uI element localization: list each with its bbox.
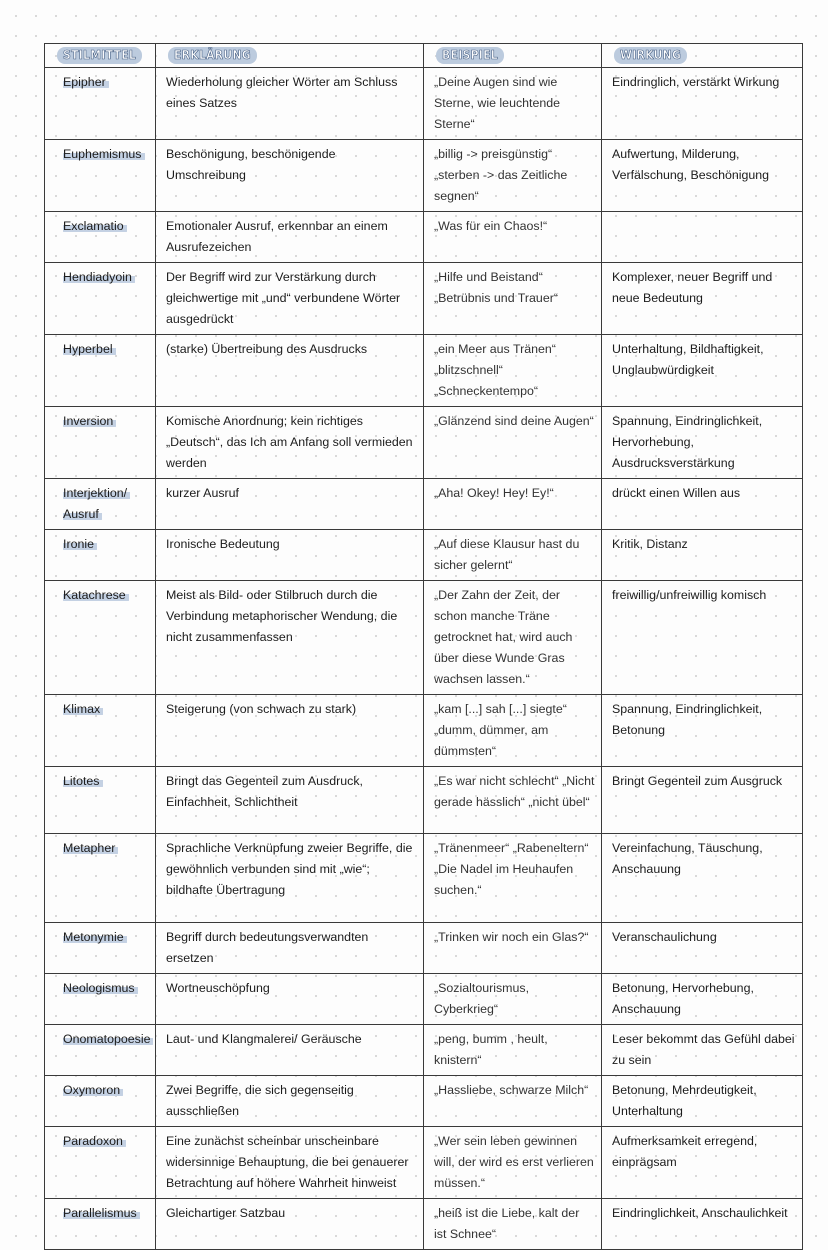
explanation-cell: Laut- und Klangmalerei/ Geräusche bbox=[156, 1025, 424, 1076]
term-cell bbox=[45, 923, 156, 974]
effect-cell: Kritik, Distanz bbox=[602, 530, 803, 581]
effect-cell: Veranschaulichung bbox=[602, 923, 803, 974]
table-row bbox=[45, 974, 803, 1025]
term-cell bbox=[45, 695, 156, 767]
term-label: Metapher bbox=[63, 841, 118, 855]
term-label: Ironie bbox=[63, 537, 97, 551]
effect-cell: Komplexer, neuer Begriff und neue Bedeutung bbox=[602, 263, 803, 335]
term-cell bbox=[45, 407, 156, 479]
term-label: Hendiadyoin bbox=[63, 270, 135, 284]
stilmittel-table bbox=[44, 43, 803, 1250]
effect-cell: Aufwertung, Milderung, Verfälschung, Beschönigung bbox=[602, 140, 803, 212]
term-cell bbox=[45, 263, 156, 335]
table-row bbox=[45, 479, 803, 530]
header-label-erklaerung: ERKLÄRUNG bbox=[168, 47, 257, 64]
effect-cell bbox=[602, 212, 803, 263]
term-cell bbox=[45, 335, 156, 407]
explanation-cell: Gleichartiger Satzbau bbox=[156, 1199, 424, 1250]
explanation-cell: Der Begriff wird zur Verstärkung durch gleichwertige mit „und“ verbundene Wörter ausgedrückt bbox=[156, 263, 424, 335]
term-cell bbox=[45, 1127, 156, 1199]
explanation-cell: Komische Anordnung; kein richtiges „Deutsch“, das Ich am Anfang soll vermieden werden bbox=[156, 407, 424, 479]
effect-cell: Aufmerksamkeit erregend, einprägsam bbox=[602, 1127, 803, 1199]
effect-cell: freiwillig/unfreiwillig komisch bbox=[602, 581, 803, 695]
table-row bbox=[45, 140, 803, 212]
effect-cell: Betonung, Hervorhebung, Anschauung bbox=[602, 974, 803, 1025]
table-row bbox=[45, 212, 803, 263]
effect-cell: Unterhaltung, Bildhaftigkeit, Unglaubwürdigkeit bbox=[602, 335, 803, 407]
term-cell bbox=[45, 479, 156, 530]
table-row bbox=[45, 335, 803, 407]
example-cell: „Trinken wir noch ein Glas?“ bbox=[424, 923, 602, 974]
effect-cell: Bringt Gegenteil zum Ausgruck bbox=[602, 767, 803, 834]
header-cell-erklaerung bbox=[156, 44, 424, 68]
example-cell: „Wer sein leben gewinnen will, der wird es erst verlieren müssen.“ bbox=[424, 1127, 602, 1199]
effect-cell: Eindringlich, verstärkt Wirkung bbox=[602, 68, 803, 140]
table-row bbox=[45, 263, 803, 335]
example-cell: „Auf diese Klausur hast du sicher gelernt“ bbox=[424, 530, 602, 581]
header-row bbox=[45, 44, 803, 68]
effect-cell: Spannung, Eindringlichkeit, Hervorhebung, Ausdrucksverstärkung bbox=[602, 407, 803, 479]
example-cell: „Was für ein Chaos!“ bbox=[424, 212, 602, 263]
header-cell-beispiel bbox=[424, 44, 602, 68]
explanation-cell: Steigerung (von schwach zu stark) bbox=[156, 695, 424, 767]
term-cell bbox=[45, 530, 156, 581]
effect-cell: Spannung, Eindringlichkeit, Betonung bbox=[602, 695, 803, 767]
table-row bbox=[45, 695, 803, 767]
example-cell: „Tränenmeer“ „Rabeneltern“ „Die Nadel im Heuhaufen suchen.“ bbox=[424, 834, 602, 923]
header-cell-wirkung bbox=[602, 44, 803, 68]
example-cell: „Deine Augen sind wie Sterne, wie leuchtende Sterne“ bbox=[424, 68, 602, 140]
term-label: Interjektion/ Ausruf bbox=[63, 486, 130, 521]
term-cell bbox=[45, 767, 156, 834]
table-row bbox=[45, 530, 803, 581]
term-label: Epipher bbox=[63, 75, 109, 89]
term-label: Euphemismus bbox=[63, 147, 145, 161]
table-row bbox=[45, 834, 803, 923]
term-cell bbox=[45, 68, 156, 140]
table-row bbox=[45, 1199, 803, 1250]
header-cell-stilmittel bbox=[45, 44, 156, 68]
explanation-cell: kurzer Ausruf bbox=[156, 479, 424, 530]
term-label: Neologismus bbox=[63, 981, 138, 995]
term-label: Metonymie bbox=[63, 930, 127, 944]
effect-cell: Betonung, Mehrdeutigkeit, Unterhaltung bbox=[602, 1076, 803, 1127]
table-body bbox=[45, 68, 803, 1250]
term-label: Onomatopoesie bbox=[63, 1032, 153, 1046]
term-label: Oxymoron bbox=[63, 1083, 123, 1097]
effect-cell: Vereinfachung, Täuschung, Anschauung bbox=[602, 834, 803, 923]
term-label: Parallelismus bbox=[63, 1206, 140, 1220]
table-row bbox=[45, 923, 803, 974]
term-cell bbox=[45, 834, 156, 923]
term-cell bbox=[45, 1076, 156, 1127]
explanation-cell: Beschönigung, beschönigende Umschreibung bbox=[156, 140, 424, 212]
explanation-cell: Wortneuschöpfung bbox=[156, 974, 424, 1025]
table-header bbox=[45, 44, 803, 68]
explanation-cell: Sprachliche Verknüpfung zweier Begriffe, die gewöhnlich verbunden sind mit „wie“; bildhafte Übertragung bbox=[156, 834, 424, 923]
term-label: Litotes bbox=[63, 774, 103, 788]
term-label: Katachrese bbox=[63, 588, 129, 602]
header-label-wirkung: WIRKUNG bbox=[614, 47, 687, 64]
term-cell bbox=[45, 974, 156, 1025]
explanation-cell: Begriff durch bedeutungsverwandten ersetzen bbox=[156, 923, 424, 974]
term-label: Paradoxon bbox=[63, 1134, 126, 1148]
term-label: Inversion bbox=[63, 414, 116, 428]
effect-cell: Leser bekommt das Gefühl dabei zu sein bbox=[602, 1025, 803, 1076]
explanation-cell: (starke) Übertreibung des Ausdrucks bbox=[156, 335, 424, 407]
header-label-stilmittel: STILMITTEL bbox=[57, 47, 142, 64]
example-cell: „Glänzend sind deine Augen“ bbox=[424, 407, 602, 479]
table-row bbox=[45, 1025, 803, 1076]
example-cell: „peng, bumm , heult, knistern“ bbox=[424, 1025, 602, 1076]
table-row bbox=[45, 767, 803, 834]
example-cell: „kam [...] sah [...] siegte“ „dumm, dümmer, am dümmsten“ bbox=[424, 695, 602, 767]
example-cell: „Hilfe und Beistand“ „Betrübnis und Trauer“ bbox=[424, 263, 602, 335]
term-label: Klimax bbox=[63, 702, 103, 716]
explanation-cell: Emotionaler Ausruf, erkennbar an einem Ausrufezeichen bbox=[156, 212, 424, 263]
term-cell bbox=[45, 140, 156, 212]
explanation-cell: Ironische Bedeutung bbox=[156, 530, 424, 581]
explanation-cell: Wiederholung gleicher Wörter am Schluss eines Satzes bbox=[156, 68, 424, 140]
term-cell bbox=[45, 1025, 156, 1076]
effect-cell: Eindringlichkeit, Anschaulichkeit bbox=[602, 1199, 803, 1250]
explanation-cell: Eine zunächst scheinbar unscheinbare widersinnige Behauptung, die bei genauerer Betrachtung auf höhere Wahrheit hinweist bbox=[156, 1127, 424, 1199]
example-cell: „heiß ist die Liebe, kalt der ist Schnee“ bbox=[424, 1199, 602, 1250]
term-label: Hyperbel bbox=[63, 342, 116, 356]
example-cell: „billig -> preisgünstig“ „sterben -> das Zeitliche segnen“ bbox=[424, 140, 602, 212]
example-cell: „Der Zahn der Zeit, der schon manche Träne getrocknet hat, wird auch über diese Wunde Gras wachsen lassen.“ bbox=[424, 581, 602, 695]
explanation-cell: Zwei Begriffe, die sich gegenseitig ausschließen bbox=[156, 1076, 424, 1127]
effect-cell: drückt einen Willen aus bbox=[602, 479, 803, 530]
example-cell: „Sozialtourismus, Cyberkrieg“ bbox=[424, 974, 602, 1025]
stilmittel-sheet bbox=[44, 43, 802, 1250]
example-cell: „Hassliebe, schwarze Milch“ bbox=[424, 1076, 602, 1127]
term-cell bbox=[45, 581, 156, 695]
table-row bbox=[45, 1076, 803, 1127]
table-row bbox=[45, 1127, 803, 1199]
example-cell: „ein Meer aus Tränen“ „blitzschnell“ „Schneckentempo“ bbox=[424, 335, 602, 407]
example-cell: „Aha! Okey! Hey! Ey!“ bbox=[424, 479, 602, 530]
term-label: Exclamatio bbox=[63, 219, 127, 233]
table-row bbox=[45, 407, 803, 479]
table-row bbox=[45, 581, 803, 695]
term-cell bbox=[45, 1199, 156, 1250]
term-cell bbox=[45, 212, 156, 263]
table-row bbox=[45, 68, 803, 140]
explanation-cell: Meist als Bild- oder Stilbruch durch die Verbindung metaphorischer Wendung, die nicht zusammenfassen bbox=[156, 581, 424, 695]
explanation-cell: Bringt das Gegenteil zum Ausdruck, Einfachheit, Schlichtheit bbox=[156, 767, 424, 834]
header-label-beispiel: BEISPIEL bbox=[436, 47, 504, 64]
example-cell: „Es war nicht schlecht“ „Nicht gerade hässlich“ „nicht übel“ bbox=[424, 767, 602, 834]
